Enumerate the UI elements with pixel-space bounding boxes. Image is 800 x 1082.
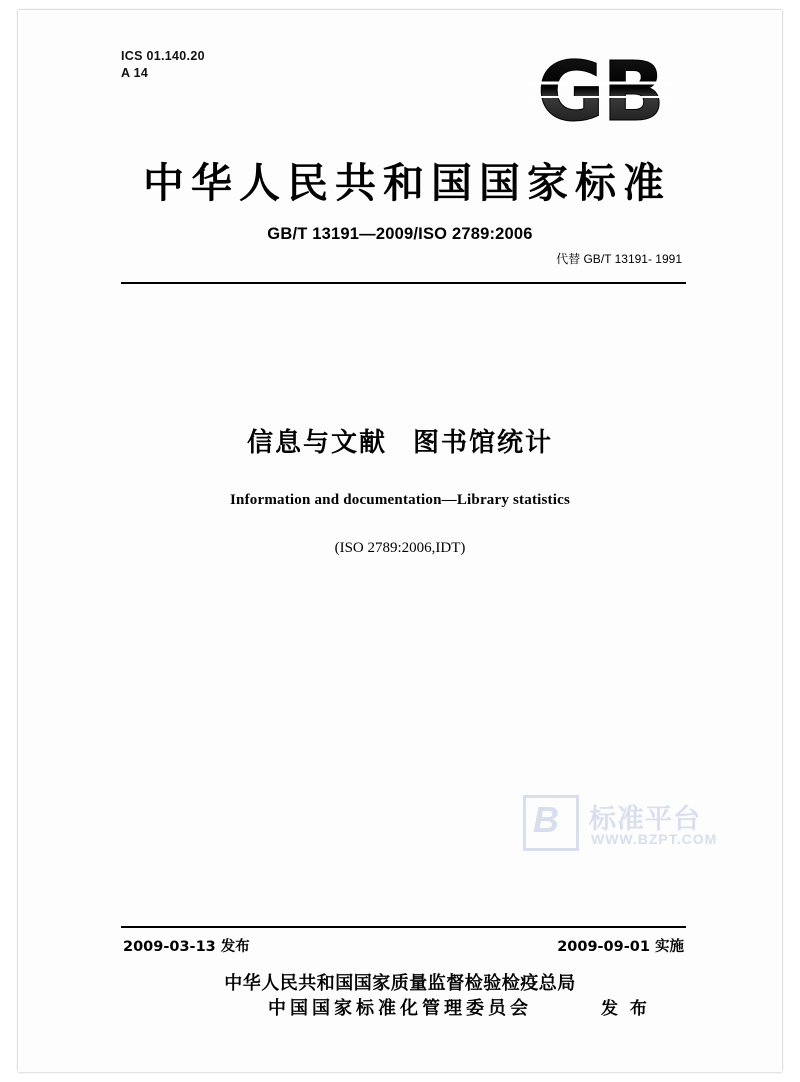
issue-label: 发 布: [601, 999, 650, 1019]
ics-code: ICS 01.140.20: [121, 49, 205, 63]
ics-classification: [121, 48, 205, 82]
implementation-date: 2009-09-01 实施: [557, 939, 684, 955]
watermark: [523, 795, 753, 865]
issuing-authority-line1: 中华人民共和国国家质量监督检验检疫总局: [224, 973, 576, 994]
subject-title-cn-part2: 图书馆统计: [413, 428, 554, 458]
watermark-url: WWW.BZPT.COM: [591, 831, 718, 847]
header-divider: [121, 282, 686, 284]
watermark-text: 标准平台: [589, 804, 701, 835]
svg-text:GB: GB: [537, 50, 663, 130]
subject-title-cn-part1: 信息与文献: [246, 428, 387, 458]
replaces-note: 代替 GB/T 13191- 1991: [556, 252, 682, 266]
standard-number: GB/T 13191—2009/ISO 2789:2006: [267, 225, 533, 243]
ics-category: A 14: [121, 65, 149, 80]
page-title: 中华人民共和国国家标准: [143, 159, 671, 207]
footer-divider: [121, 926, 686, 928]
subject-iso-reference: (ISO 2789:2006,IDT): [334, 540, 466, 556]
watermark-letter: B: [533, 799, 559, 840]
subject-title-en: Information and documentation—Library statistics: [229, 492, 571, 508]
issuing-authority-line2: 中国国家标准化管理委员会: [268, 997, 532, 1019]
subject-title-cn: [18, 422, 782, 459]
publish-date: 2009-03-13 发布: [123, 939, 250, 955]
gb-logo-icon: [512, 50, 692, 130]
standard-cover-sheet: [18, 10, 782, 1072]
issuing-authority: [18, 972, 782, 1022]
